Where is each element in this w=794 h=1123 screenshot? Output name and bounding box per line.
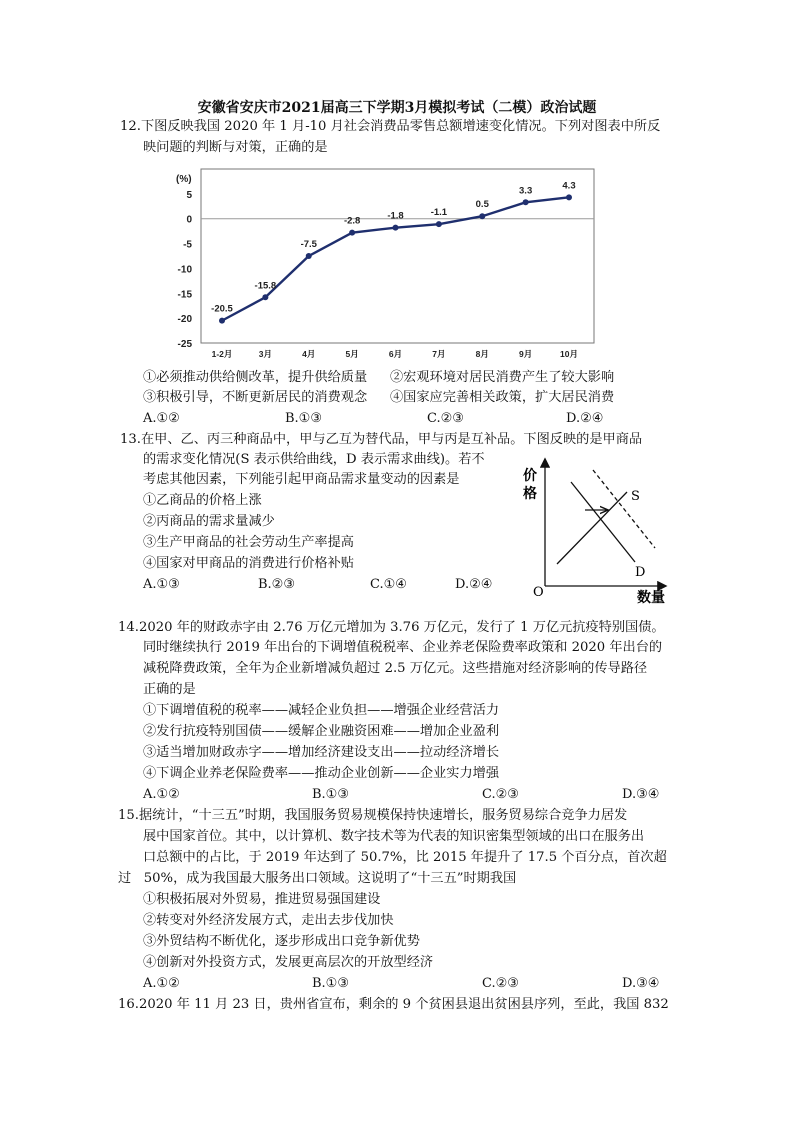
- x-tick-label: 4月: [302, 349, 316, 359]
- q14-stem-line-3: 减税降费政策，全年为企业新增减负超过 2.5 万亿元。这些措施对经济影响的传导路径: [143, 661, 648, 676]
- chart-ylabel: (%): [176, 174, 192, 185]
- x-tick-label: 6月: [388, 349, 403, 359]
- x-tick-label: 8月: [475, 349, 489, 359]
- q14-option-2: ②发行抗疫特别国债——缓解企业融资困难——增加企业盈利: [143, 724, 500, 739]
- x-tick-label: 9月: [519, 349, 533, 359]
- q16-stem-line-1: 16.2020 年 11 月 23 日，贵州省宣布，剩余的 9 个贫困县退出贫困县序列，至此，我国 832: [118, 997, 669, 1012]
- q13-choice-a: A.①③: [143, 577, 180, 592]
- x-tick-label: 1-2月: [211, 349, 233, 359]
- q14-choice-d: D.③④: [622, 787, 660, 802]
- q12-stem-line-1: 12.下图反映我国 2020 年 1 月-10 月社会消费品零售总额增速变化情况。下列对图表中所反: [120, 119, 661, 134]
- data-label: -7.5: [300, 239, 317, 250]
- supply-label: S: [631, 489, 640, 504]
- q13-stem-line-1: 13.在甲、乙、丙三种商品中，甲与乙互为替代品，甲与丙是互补品。下图反映的是甲商品: [120, 432, 643, 447]
- q14-choice-a: A.①②: [143, 787, 180, 802]
- q13-choice-b: B.②③: [258, 577, 295, 592]
- data-point: [566, 194, 572, 200]
- q15-option-3: ③外贸结构不断优化，逐步形成出口竞争新优势: [143, 934, 420, 949]
- data-point: [479, 213, 485, 219]
- q14-option-4: ④下调企业养老保险费率——推动企业创新——企业实力增强: [143, 766, 500, 781]
- x-tick-label: 7月: [432, 349, 446, 359]
- q15-choice-b: B.①③: [312, 976, 349, 991]
- q13-option-4: ④国家对甲商品的消费进行价格补贴: [143, 556, 354, 571]
- q15-stem-line-4: 过 50%，成为我国最大服务出口领域。这说明了“十三五”时期我国: [118, 871, 517, 886]
- q14-stem-line-1: 14.2020 年的财政赤字由 2.76 万亿元增加为 3.76 万亿元，发行了 1 万亿元抗疫特别国债。: [118, 620, 665, 635]
- data-point: [393, 225, 399, 231]
- y-axis-label-1: 价: [523, 468, 537, 484]
- q13-choice-c: C.①④: [370, 577, 407, 592]
- q15-choice-a: A.①②: [143, 976, 180, 991]
- y-axis-label-2: 格: [523, 486, 537, 502]
- data-label: -1.1: [430, 207, 448, 219]
- q14-stem-line-2: 同时继续执行 2019 年出台的下调增值税税率、企业养老保险费率政策和 2020 年出台的: [143, 640, 663, 655]
- q15-option-1: ①积极拓展对外贸易，推进贸易强国建设: [143, 892, 381, 907]
- y-tick-label: -10: [177, 264, 192, 276]
- q15-choice-c: C.②③: [482, 976, 519, 991]
- data-point: [523, 199, 529, 205]
- q13-supply-demand-diagram: [515, 448, 675, 608]
- x-tick-label: 5月: [345, 349, 359, 359]
- q15-stem-line-3: 口总额中的占比，于 2019 年达到了 50.7%，比 2015 年提升了 17.5 个百分点，首次超: [143, 850, 667, 865]
- data-label: 3.3: [519, 185, 533, 197]
- q13-option-3: ③生产甲商品的社会劳动生产率提高: [143, 535, 354, 550]
- data-point: [349, 230, 355, 236]
- chart-frame: [201, 169, 594, 343]
- q14-option-1: ①下调增值税的税率——减轻企业负担——增强企业经营活力: [143, 703, 500, 718]
- y-tick-label: 0: [186, 214, 192, 226]
- q12-option-3: ③积极引导，不断更新居民的消费观念: [143, 390, 368, 405]
- q12-choice-a: A.①②: [143, 411, 180, 426]
- q14-choice-c: C.②③: [482, 787, 519, 802]
- q15-stem-line-1: 15.据统计，“十三五”时期，我国服务贸易规模保持快速增长，服务贸易综合竞争力居发: [118, 808, 628, 823]
- data-point: [262, 294, 268, 300]
- q13-choice-d: D.②④: [455, 577, 493, 592]
- q15-stem-line-2: 展中国家首位。其中，以计算机、数字技术等为代表的知识密集型领域的出口在服务出: [143, 829, 645, 844]
- data-label: -1.8: [387, 210, 404, 222]
- q15-option-4: ④创新对外投资方式，发展更高层次的开放型经济: [143, 955, 434, 970]
- demand-label: D: [635, 565, 646, 580]
- q14-stem-line-4: 正确的是: [143, 682, 196, 697]
- x-axis-label: 数量: [637, 590, 665, 606]
- q12-option-1: ①必须推动供给侧改革，提升供给质量: [143, 370, 368, 385]
- y-tick-label: -20: [177, 314, 192, 326]
- data-label: 4.3: [562, 180, 576, 192]
- supply-curve: [557, 492, 627, 564]
- y-tick-label: 5: [186, 189, 192, 201]
- q12-choice-c: C.②③: [427, 411, 464, 426]
- page-title: 安徽省安庆市2021届高三下学期3月模拟考试（二模）政治试题: [197, 100, 597, 116]
- data-label: 0.5: [475, 199, 489, 211]
- q12-choice-b: B.①③: [285, 411, 322, 426]
- data-point: [306, 253, 312, 259]
- q12-line-chart: [170, 166, 600, 362]
- q15-option-2: ②转变对外经济发展方式，走出去步伐加快: [143, 913, 394, 928]
- q14-choice-b: B.①③: [312, 787, 349, 802]
- data-point: [436, 221, 442, 227]
- q12-option-4: ④国家应完善相关政策，扩大居民消费: [390, 390, 615, 405]
- q13-option-1: ①乙商品的价格上涨: [143, 493, 262, 508]
- q13-option-2: ②丙商品的需求量减少: [143, 514, 275, 529]
- y-tick-label: -25: [177, 339, 192, 350]
- data-label: -15.8: [254, 280, 277, 292]
- q12-choice-d: D.②④: [566, 411, 604, 426]
- q15-choice-d: D.③④: [622, 976, 660, 991]
- q12-stem-line-2: 映问题的判断与对策，正确的是: [143, 140, 328, 155]
- q13-stem-line-2: 的需求变化情况(S 表示供给曲线，D 表示需求曲线)。若不: [143, 452, 485, 467]
- data-point: [219, 318, 225, 324]
- x-tick-label: 10月: [560, 349, 578, 359]
- q14-option-3: ③适当增加财政赤字——增加经济建设支出——拉动经济增长: [143, 745, 500, 760]
- y-tick-label: -5: [183, 239, 192, 251]
- origin-label: O: [533, 585, 544, 600]
- q13-stem-line-3: 考虑其他因素，下列能引起甲商品需求量变动的因素是: [143, 472, 460, 487]
- demand-curve-shifted: [593, 470, 655, 548]
- x-tick-label: 3月: [258, 349, 272, 359]
- q12-option-2: ②宏观环境对居民消费产生了较大影响: [390, 370, 615, 385]
- data-label: -2.8: [343, 215, 361, 227]
- y-tick-label: -15: [177, 289, 192, 301]
- data-label: -20.5: [211, 303, 233, 315]
